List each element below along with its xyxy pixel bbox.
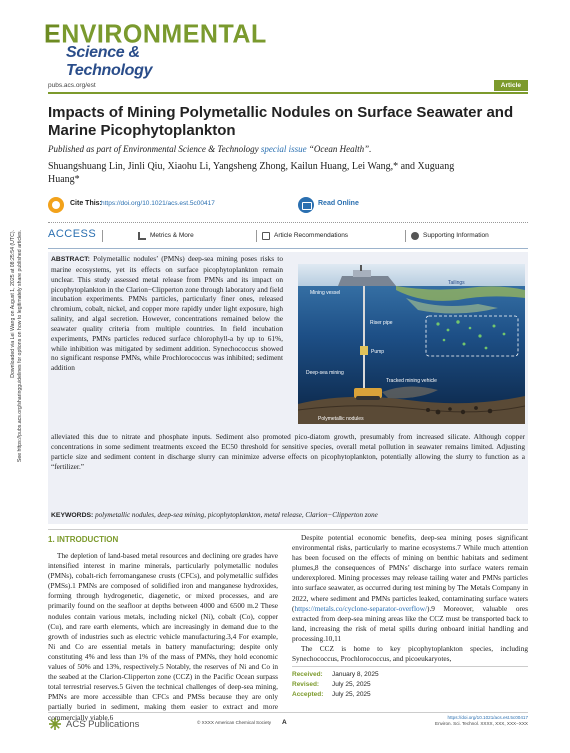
left-column xyxy=(48,533,278,723)
recommendations-icon[interactable] xyxy=(262,232,270,240)
metrics-link[interactable]: Metrics & More xyxy=(150,232,194,239)
separator xyxy=(405,230,406,242)
intro-paragraph-2: Despite potential economic benefits, deep-sea mining poses significant environmental risks, particularly to marine ecosystems.7 While much attention has been focused on the effects of mining on benthic habitats and sediment plumes,8 the consequences of PMNs’ discharge into surface waters remain underexplored. Mining processes may release tailing water and PMNs particles into surface seawater, as occurred during test mining by The Metals Company in 2022, where sediment and PMNs particles leaked, contaminating surface waters (https://metals.co/cyclone-separator-overflow/).9 Moreover, valuable ores extracted from deep-sea mining areas like the CCZ must be transported back to land, increasing the risk of metal spills during onboard initial handling and processing.10,11 xyxy=(292,533,528,643)
label-deep-sea-mining: Deep-sea mining xyxy=(306,370,344,376)
sky xyxy=(298,264,525,286)
abstract-top: ABSTRACT: Polymetallic nodules’ (PMNs) deep-sea mining poses risks to marine ecosystems, yet its effects on surface picophytoplankton remain unclear. This study assessed metal release from PMNs and its impact on picophytoplankton in the Clarion−Clipperton zone through laboratory and field incubation experiments. PMNs particles, particularly finer ones, released chromium, cobalt, nickel, and copper more rapidly under light exposure, high salinity, and algal secretion. However, concentrations remained below the seawater quality criteria from multiple countries. In field incubation experiments, PMNs particles reduced surface chlorophyll-a by up to 61%, while inhibition was mitigated by sediment addition. Synechococcus showed no significant response PMNs, while Prochlorococcus was inhibited; sediment addition xyxy=(51,254,283,373)
pump xyxy=(360,346,368,355)
sharing-guidelines-note: See https://pubs.acs.org/sharingguidelines for options on how to legitimately share published articles. xyxy=(17,230,23,463)
right-column xyxy=(292,533,528,664)
page-number: A xyxy=(282,719,287,726)
download-notice xyxy=(2,230,30,560)
label-tracked-vehicle: Tracked mining vehicle xyxy=(386,378,437,384)
abstract-box xyxy=(48,252,528,524)
access-label: ACCESS xyxy=(48,228,97,240)
accepted-label: Accepted: xyxy=(292,691,324,698)
supporting-info-icon[interactable] xyxy=(411,232,419,240)
received-label: Received: xyxy=(292,671,323,678)
vessel-bridge xyxy=(353,270,371,277)
access-bar xyxy=(48,230,528,244)
vessel-mast xyxy=(360,265,362,271)
section-heading-introduction: 1. INTRODUCTION xyxy=(48,535,119,544)
metrics-icon[interactable] xyxy=(138,232,146,240)
label-mining-vessel: Mining vessel xyxy=(310,290,341,296)
label-nodules: Polymetallic nodules xyxy=(318,416,364,422)
label-pump: Pump xyxy=(371,349,385,355)
access-divider xyxy=(48,248,528,249)
abstract-continued: alleviated this due to nitrate and phosphate inputs. Sediment also promoted pico-diatom growth, presumably from increased silicate. Although copper concentrations in some sediment treatments exceed the EC50 threshold for sensitive species, overall metal pollution in seawater remains limited. Adjusting particle size and sediment content in discharge slurry can minimize adverse effects on picophytoplankton, potentially allowing the slurry to function as a “fertilizer.” xyxy=(51,432,525,471)
label-riser-pipe: Riser pipe xyxy=(370,320,393,326)
journal-logo[interactable] xyxy=(44,19,267,79)
logo-science-technology: Science & Technology xyxy=(66,44,153,79)
separator xyxy=(102,230,103,242)
logo-environmental: ENVIRONMENTAL xyxy=(44,19,267,49)
intro-paragraph-1: The depletion of land-based metal resources and declining ore grades have intensified interest in marine minerals, particularly polymetallic nodules (PMNs), cobalt-rich ferromanganese crusts (CFCs), and polymetallic sulfides (PMSs).1 PMNs are composed of solidified iron and manganese hydroxides, forming through hydrogenetic, diagenetic, or mixed processes, and are primarily found on the seafloor at depths between 4000 and 6500 m.2 These nodules contain various metals, including nickel (Ni), cobalt (Co), copper (Cu), and rare earth elements, which are increasingly in demand due to the growth of industries such as electric vehicle manufacturing.3,4 For example, Ni and Co are essential metals in battery manufacturing; despite only constituting 4% and less than 1% of the mass of PMNs, they hold economic values of 50% and 13%, respectively.5 Notably, the reserves of Ni and Co in the seabed at the Clarion-Clipperton zone (CCZ) in the Pacific Ocean surpass total terrestrial reserves.5 Given the technical challenges of deep-sea mining, PMNs are more accessible than CFCs and PMSs because they are only partially buried in sediment, making them easier to extract and more commercially viable.6 xyxy=(48,551,278,722)
copyright: © XXXX American Chemical Society xyxy=(197,720,272,725)
author-list: Shuangshuang Lin, Jinli Qiu, Xiaohu Li, Yangsheng Zhong, Kailun Huang, Lei Wang,* and Xuguang Huang* xyxy=(48,161,455,185)
special-issue-link[interactable]: special issue xyxy=(260,144,307,154)
footer-doi-link[interactable]: https://doi.org/10.1021/acs.est.5c00417 xyxy=(447,715,528,720)
acs-logo-icon[interactable] xyxy=(48,717,62,731)
publisher-name[interactable]: ACS Publications xyxy=(66,719,140,730)
cite-doi-link[interactable]: https://doi.org/10.1021/acs.est.5c00417 xyxy=(101,200,215,207)
recommendations-link[interactable]: Article Recommendations xyxy=(274,232,349,239)
vessel-hull xyxy=(338,276,396,286)
special-issue-note: Published as part of Environmental Science & Technology special issue “Ocean Health”. xyxy=(48,144,372,154)
body-divider xyxy=(48,529,528,530)
cite-icon[interactable] xyxy=(48,197,64,213)
cite-label: Cite This: xyxy=(70,200,102,207)
supporting-info-link[interactable]: Supporting Information xyxy=(423,232,489,239)
revised-label: Revised: xyxy=(292,681,320,688)
footer-divider xyxy=(48,712,528,713)
intro-paragraph-3: The CCZ is home to key picophytoplankton species, including Synechococcus, Prochlorococcus, and picoeukaryotes, xyxy=(292,644,528,664)
metals-company-link[interactable]: https://metals.co/cyclone-separator-overflow/ xyxy=(294,603,428,613)
article-title: Impacts of Mining Polymetallic Nodules on Surface Seawater and Marine Picophytoplankton xyxy=(48,104,514,139)
keywords: KEYWORDS: polymetallic nodules, deep-sea mining, picophytoplankton, metal release, Clarion−Clipperton zone xyxy=(51,511,378,519)
separator xyxy=(256,230,257,242)
read-online-link[interactable]: Read Online xyxy=(318,200,359,207)
received-date: January 8, 2025 xyxy=(332,671,379,678)
footer-citation: Environ. Sci. Technol. XXXX, XXX, XXX−XXX xyxy=(435,721,528,726)
download-info-note: Downloaded via Lei Wang on August 1, 2025 at 08:25:54 (UTC). xyxy=(10,230,16,378)
cite-bar xyxy=(48,197,528,215)
article-type-badge: Article xyxy=(494,80,528,91)
label-tailings: Tailings xyxy=(448,280,465,286)
article-dates xyxy=(292,666,528,700)
dotted-divider xyxy=(48,222,528,223)
journal-url[interactable]: pubs.acs.org/est xyxy=(48,82,96,89)
toc-graphic[interactable] xyxy=(298,264,525,424)
accepted-date: July 25, 2025 xyxy=(332,691,371,698)
header-divider xyxy=(48,92,528,94)
read-online-icon[interactable] xyxy=(298,197,314,213)
revised-date: July 25, 2025 xyxy=(332,681,371,688)
